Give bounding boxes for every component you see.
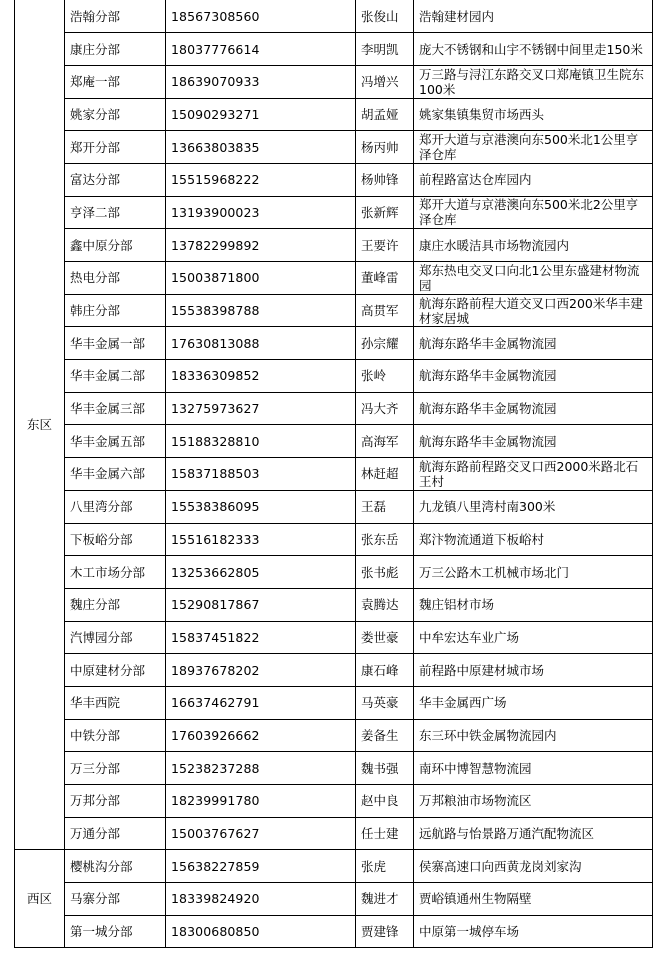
address-cell: 航海东路华丰金属物流园 [414,425,653,458]
phone-cell: 15290817867 [166,588,356,621]
address-cell: 庞大不锈钢和山宇不锈钢中间里走150米 [414,33,653,66]
branch-name-cell: 万三分部 [65,752,166,785]
contact-name-cell: 马英豪 [356,686,414,719]
address-cell: 航海东路华丰金属物流园 [414,327,653,360]
phone-cell: 15516182333 [166,523,356,556]
branch-name-cell: 华丰金属一部 [65,327,166,360]
table-row [15,883,653,916]
contact-name-cell: 张新辉 [356,196,414,229]
branch-table [14,0,653,948]
address-cell: 侯寨高速口向西黄龙岗刘家沟 [414,850,653,883]
phone-cell: 15003871800 [166,262,356,295]
branch-name-cell: 康庄分部 [65,33,166,66]
table-row [15,621,653,654]
table-row [15,33,653,66]
branch-name-cell: 华丰西院 [65,686,166,719]
branch-name-cell: 魏庄分部 [65,588,166,621]
phone-cell: 18239991780 [166,785,356,818]
phone-cell: 15003767627 [166,817,356,850]
address-cell: 华丰金属西广场 [414,686,653,719]
phone-cell: 16637462791 [166,686,356,719]
address-cell: 郑汴物流通道下板峪村 [414,523,653,556]
phone-cell: 15837451822 [166,621,356,654]
contact-name-cell: 袁腾达 [356,588,414,621]
contact-name-cell: 张书彪 [356,556,414,589]
branch-name-cell: 八里湾分部 [65,490,166,523]
table-row [15,654,653,687]
address-cell: 万三路与浔江东路交叉口郑庵镇卫生院东100米 [414,65,653,98]
contact-name-cell: 冯大齐 [356,392,414,425]
phone-cell: 17630813088 [166,327,356,360]
contact-name-cell: 张俊山 [356,0,414,33]
address-cell: 前程路富达仓库园内 [414,163,653,196]
address-cell: 万三公路木工机械市场北门 [414,556,653,589]
phone-cell: 18300680850 [166,915,356,948]
district-cell: 西区 [15,850,65,948]
contact-name-cell: 贾建锋 [356,915,414,948]
branch-name-cell: 姚家分部 [65,98,166,131]
branch-name-cell: 华丰金属三部 [65,392,166,425]
branch-name-cell: 下板峪分部 [65,523,166,556]
contact-name-cell: 娄世豪 [356,621,414,654]
branch-name-cell: 郑开分部 [65,131,166,164]
phone-cell: 13782299892 [166,229,356,262]
phone-cell: 15090293271 [166,98,356,131]
contact-name-cell: 杨丙帅 [356,131,414,164]
contact-name-cell: 林赶超 [356,458,414,491]
table-row [15,425,653,458]
contact-name-cell: 王磊 [356,490,414,523]
address-cell: 航海东路前程路交叉口西2000米路北石王村 [414,458,653,491]
branch-name-cell: 樱桃沟分部 [65,850,166,883]
table-row [15,588,653,621]
address-cell: 航海东路华丰金属物流园 [414,392,653,425]
address-cell: 前程路中原建材城市场 [414,654,653,687]
address-cell: 航海东路前程大道交叉口西200米华丰建材家居城 [414,294,653,327]
table-row [15,196,653,229]
contact-name-cell: 张岭 [356,360,414,393]
phone-cell: 15837188503 [166,458,356,491]
phone-cell: 18567308560 [166,0,356,33]
phone-cell: 18339824920 [166,883,356,916]
phone-cell: 18639070933 [166,65,356,98]
contact-name-cell: 张东岳 [356,523,414,556]
branch-name-cell: 第一城分部 [65,915,166,948]
phone-cell: 13193900023 [166,196,356,229]
phone-cell: 13253662805 [166,556,356,589]
phone-cell: 18937678202 [166,654,356,687]
branch-name-cell: 万邦分部 [65,785,166,818]
table-row [15,327,653,360]
branch-name-cell: 韩庄分部 [65,294,166,327]
contact-name-cell: 任士建 [356,817,414,850]
phone-cell: 15188328810 [166,425,356,458]
phone-cell: 15538386095 [166,490,356,523]
branch-name-cell: 郑庵一部 [65,65,166,98]
contact-name-cell: 胡孟娅 [356,98,414,131]
phone-cell: 15638227859 [166,850,356,883]
phone-cell: 13663803835 [166,131,356,164]
address-cell: 郑开大道与京港澳向东500米北2公里亨泽仓库 [414,196,653,229]
contact-name-cell: 高海军 [356,425,414,458]
address-cell: 康庄水暖洁具市场物流园内 [414,229,653,262]
branch-name-cell: 浩翰分部 [65,0,166,33]
address-cell: 中牟宏达车业广场 [414,621,653,654]
contact-name-cell: 康石峰 [356,654,414,687]
district-cell: 东区 [15,0,65,850]
table-row [15,392,653,425]
address-cell: 南环中博智慧物流园 [414,752,653,785]
contact-name-cell: 姜备生 [356,719,414,752]
table-row [15,686,653,719]
contact-name-cell: 孙宗耀 [356,327,414,360]
address-cell: 郑东热电交叉口向北1公里东盛建材物流园 [414,262,653,295]
table-row [15,752,653,785]
address-cell: 航海东路华丰金属物流园 [414,360,653,393]
table-row [15,523,653,556]
branch-name-cell: 华丰金属二部 [65,360,166,393]
branch-name-cell: 万通分部 [65,817,166,850]
table-row [15,785,653,818]
address-cell: 万邦粮油市场物流区 [414,785,653,818]
address-cell: 中原第一城停车场 [414,915,653,948]
address-cell: 郑开大道与京港澳向东500米北1公里亨泽仓库 [414,131,653,164]
table-row [15,163,653,196]
table-row [15,556,653,589]
contact-name-cell: 魏书强 [356,752,414,785]
branch-name-cell: 鑫中原分部 [65,229,166,262]
branch-name-cell: 中原建材分部 [65,654,166,687]
phone-cell: 15538398788 [166,294,356,327]
phone-cell: 18037776614 [166,33,356,66]
contact-name-cell: 张虎 [356,850,414,883]
table-row [15,850,653,883]
phone-cell: 17603926662 [166,719,356,752]
phone-cell: 18336309852 [166,360,356,393]
table-row [15,817,653,850]
branch-table-body [15,0,653,948]
table-row [15,131,653,164]
branch-name-cell: 热电分部 [65,262,166,295]
address-cell: 姚家集镇集贸市场西头 [414,98,653,131]
contact-name-cell: 赵中良 [356,785,414,818]
branch-name-cell: 亨泽二部 [65,196,166,229]
table-row [15,65,653,98]
contact-name-cell: 杨帅锋 [356,163,414,196]
table-row [15,98,653,131]
table-row [15,490,653,523]
branch-table-container [14,0,653,948]
address-cell: 九龙镇八里湾村南300米 [414,490,653,523]
address-cell: 远航路与怡景路万通汽配物流区 [414,817,653,850]
contact-name-cell: 高贯军 [356,294,414,327]
address-cell: 东三环中铁金属物流园内 [414,719,653,752]
branch-name-cell: 汽博园分部 [65,621,166,654]
table-row [15,229,653,262]
contact-name-cell: 冯增兴 [356,65,414,98]
table-row [15,915,653,948]
table-row [15,262,653,295]
branch-name-cell: 富达分部 [65,163,166,196]
branch-name-cell: 华丰金属六部 [65,458,166,491]
table-row [15,458,653,491]
branch-name-cell: 木工市场分部 [65,556,166,589]
phone-cell: 13275973627 [166,392,356,425]
contact-name-cell: 王要许 [356,229,414,262]
branch-name-cell: 马寨分部 [65,883,166,916]
contact-name-cell: 董峰雷 [356,262,414,295]
address-cell: 魏庄铝材市场 [414,588,653,621]
contact-name-cell: 魏进才 [356,883,414,916]
table-row [15,719,653,752]
address-cell: 贾峪镇通州生物隔壁 [414,883,653,916]
table-row [15,360,653,393]
phone-cell: 15238237288 [166,752,356,785]
contact-name-cell: 李明凯 [356,33,414,66]
branch-name-cell: 华丰金属五部 [65,425,166,458]
table-row [15,294,653,327]
branch-name-cell: 中铁分部 [65,719,166,752]
table-row [15,0,653,33]
address-cell: 浩翰建材园内 [414,0,653,33]
phone-cell: 15515968222 [166,163,356,196]
